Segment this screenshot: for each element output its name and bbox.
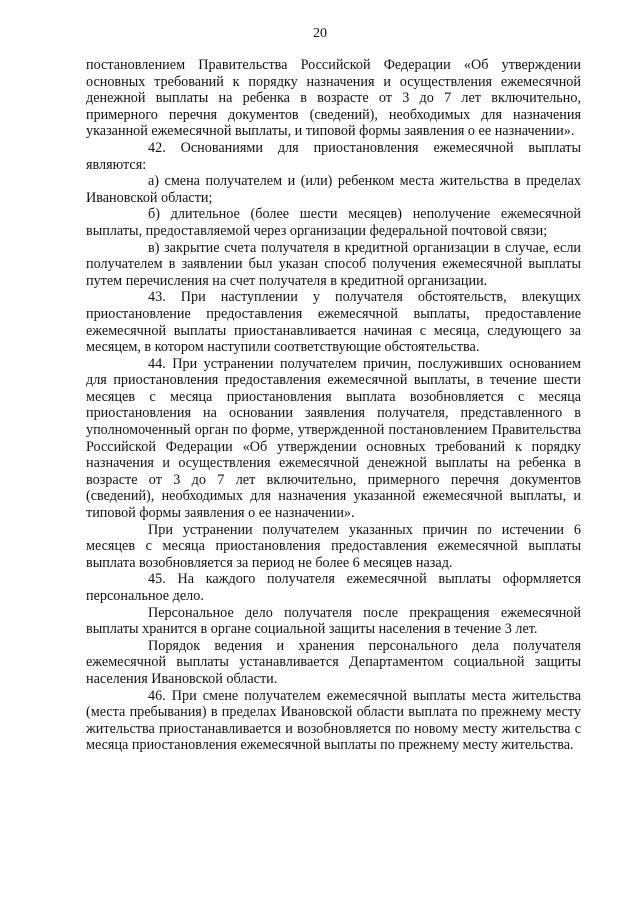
paragraph-42-a: а) смена получателем и (или) ребенком места жительства в пределах Ивановской области; — [86, 173, 581, 206]
document-body — [86, 57, 581, 754]
paragraph-46: 46. При смене получателем ежемесячной выплаты места жительства (места пребывания) в пределах Ивановской области выплата по прежнему месту жительства приостанавливается и возобновляется по новому месту жительства с месяца приостановления ежемесячной выплаты по прежнему месту жительства. — [86, 687, 581, 754]
paragraph-44: 44. При устранении получателем причин, послуживших основанием для приостановления предоставления ежемесячной выплаты, в течение шести месяцев с месяца приостановления выплата возобновляется с месяца приостановления на основании заявления получателя, представленного в уполномоченный орган по форме, утвержденной постановлением Правительства Российской Федерации «Об утверждении основных требований к порядку назначения и осуществления ежемесячной денежной выплаты на ребенка в возрасте от 3 до 7 лет включительно, примерного перечня документов (сведений), необходимых для назначения указанной ежемесячной выплаты, и типовой формы заявления о ее назначении». — [86, 355, 581, 522]
paragraph-45: 45. На каждого получателя ежемесячной выплаты оформляется персональное дело. — [86, 571, 581, 604]
paragraph-continuation: постановлением Правительства Российской Федерации «Об утверждении основных требований к порядку назначения и осуществления ежемесячной денежной выплаты на ребенка в возрасте от 3 до 7 лет включительно, примерного перечня документов (сведений), необходимых для назначения указанной ежемесячной выплаты, и типовой формы заявления о ее назначении». — [86, 57, 581, 140]
paragraph-43: 43. При наступлении у получателя обстоятельств, влекущих приостановление предоставления ежемесячной выплаты, предоставление ежемесячной выплаты приостанавливается начиная с месяца, следующего за месяцем, в котором наступили соответствующие обстоятельства. — [86, 289, 581, 356]
paragraph-45-storage: Персональное дело получателя после прекращения ежемесячной выплаты хранится в органе социальной защиты населения в течение 3 лет. — [86, 604, 581, 638]
paragraph-42-c: в) закрытие счета получателя в кредитной организации в случае, если получателем в заявлении был указан способ получения ежемесячной выплаты путем перечисления на счет получателя в кредитной организации. — [86, 239, 581, 289]
paragraph-44-continued: При устранении получателем указанных причин по истечении 6 месяцев с месяца приостановления предоставления ежемесячной выплаты выплата возобновляется за период не более 6 месяцев назад. — [86, 521, 581, 571]
page-number: 20 — [313, 26, 327, 41]
paragraph-42: 42. Основаниями для приостановления ежемесячной выплаты являются: — [86, 139, 581, 173]
paragraph-45-procedure: Порядок ведения и хранения персонального дела получателя ежемесячной выплаты устанавливается Департаментом социальной защиты населения Ивановской области. — [86, 637, 581, 687]
paragraph-42-b: б) длительное (более шести месяцев) неполучение ежемесячной выплаты, предоставляемой через организации федеральной почтовой связи; — [86, 206, 581, 239]
